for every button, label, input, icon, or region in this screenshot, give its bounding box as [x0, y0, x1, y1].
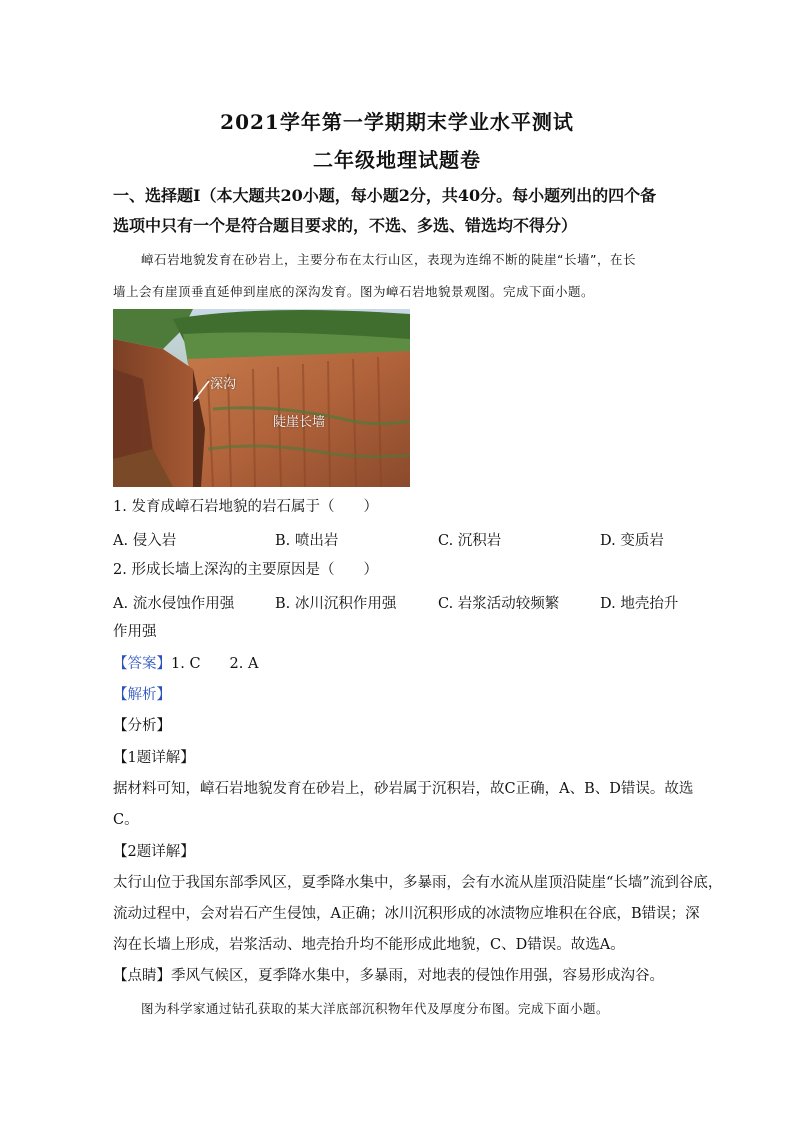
q1-detail-label: 【1题详解】 — [113, 750, 195, 766]
question-2-stem: 2. 形成长墙上深沟的主要原因是（ ） — [113, 562, 378, 578]
q2-detail-label: 【2题详解】 — [113, 844, 195, 860]
landscape-photo-illustration — [113, 309, 410, 487]
q2-option-c: C. 岩浆活动较频繁 — [438, 596, 560, 612]
photo-label-gully: 深沟 — [210, 377, 237, 392]
section-heading-line2: 选项中只有一个是符合题目要求的，不选、多选、错选均不得分） — [113, 216, 578, 235]
answer-row — [113, 654, 683, 674]
q2-option-d-continued: 作用强 — [113, 624, 157, 640]
q2-detail-line1: 太行山位于我国东部季风区，夏季降水集中，多暴雨，会有水流从崖顶沿陡崖“长墙”流到谷底， — [113, 875, 723, 891]
q2-detail-line2: 流动过程中，会对岩石产生侵蚀，A正确；冰川沉积形成的冰渍物应堆积在谷底，B错误；深 — [113, 906, 700, 922]
q1-option-a: A. 侵入岩 — [113, 533, 177, 549]
q1-detail-line1: 据材料可知，嶂石岩地貌发育在砂岩上，砂岩属于沉积岩，故C正确，A、B、D错误。故选 — [113, 781, 694, 797]
q2-detail-line3: 沟在长墙上形成，岩浆活动、地壳抬升均不能形成此地貌，C、D错误。故选A。 — [113, 937, 625, 953]
analysis-label: 【解析】 — [113, 687, 171, 703]
tip-text: 季风气候区，夏季降水集中，多暴雨，对地表的侵蚀作用强，容易形成沟谷。 — [171, 968, 664, 984]
question-1-stem: 1. 发育成嶂石岩地貌的岩石属于（ ） — [113, 499, 378, 515]
q1-option-b: B. 喷出岩 — [275, 533, 339, 549]
section-heading-line1: 一、选择题Ⅰ（本大题共20小题，每小题2分，共40分。每小题列出的四个备 — [113, 186, 657, 205]
passage1-line2: 墙上会有崖顶垂直延伸到崖底的深沟发育。图为嶂石岩地貌景观图。完成下面小题。 — [113, 284, 595, 299]
q1-detail-line2: C。 — [113, 812, 139, 828]
analysis-subheading: 【分析】 — [113, 718, 171, 734]
passage1-line1: 嶂石岩地貌发育在砂岩上，主要分布在太行山区，表现为连绵不断的陡崖“长墙”，在长 — [141, 252, 636, 267]
q2-option-d: D. 地壳抬升 — [600, 596, 679, 612]
q2-option-a: A. 流水侵蚀作用强 — [113, 596, 235, 612]
exam-subtitle: 二年级地理试题卷 — [313, 148, 481, 172]
tip-label: 【点睛】 — [113, 968, 171, 984]
answer-value: 1. C 2. A — [171, 656, 259, 672]
passage2-line1: 图为科学家通过钻孔获取的某大洋底部沉积物年代及厚度分布图。完成下面小题。 — [141, 1001, 610, 1016]
q2-option-b: B. 冰川沉积作用强 — [275, 596, 397, 612]
photo-label-cliff-wall: 陡崖长墙 — [273, 415, 326, 430]
tip-row — [113, 966, 683, 986]
q1-option-d: D. 变质岩 — [600, 533, 664, 549]
answer-label: 【答案】 — [113, 656, 171, 672]
landscape-photo — [113, 309, 410, 487]
q1-option-c: C. 沉积岩 — [438, 533, 502, 549]
exam-title: 2021学年第一学期期末学业水平测试 — [220, 110, 574, 134]
